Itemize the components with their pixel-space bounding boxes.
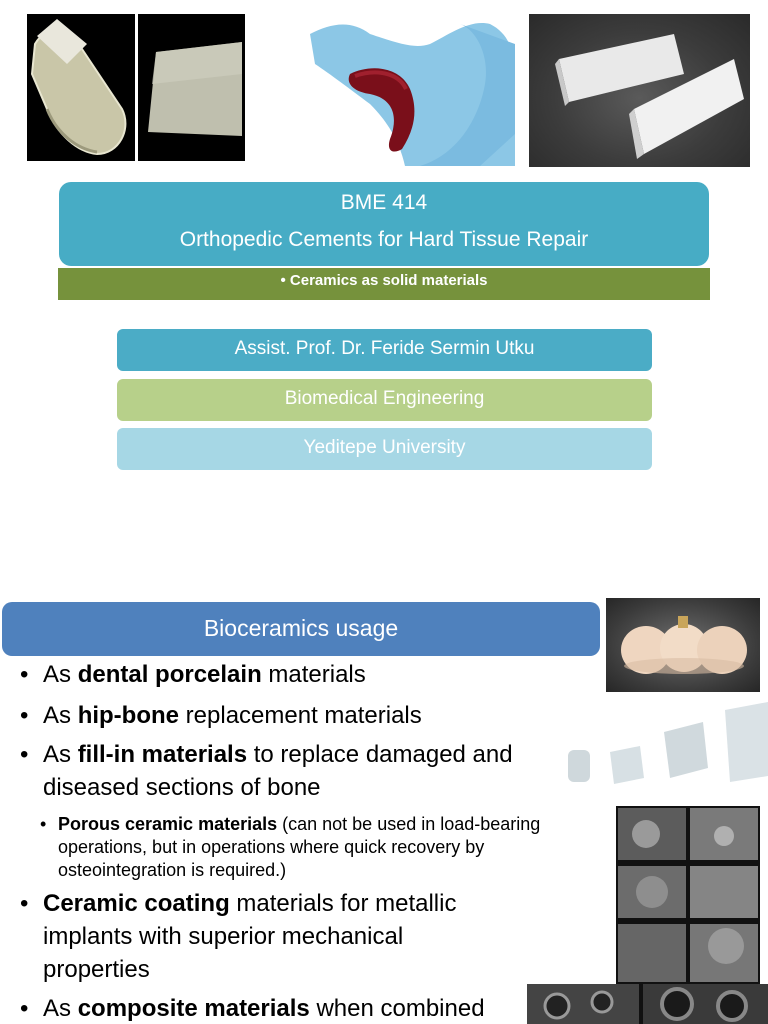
bold-term: Porous ceramic materials <box>58 814 278 834</box>
topic-bullet: • <box>280 272 286 289</box>
department-name: Biomedical Engineering <box>284 388 485 409</box>
bold-term: Ceramic coating <box>43 890 230 917</box>
slide-heading-text: Bioceramics usage <box>203 615 399 641</box>
sem-micrographs-image <box>616 806 760 986</box>
university-pill <box>117 428 652 470</box>
porous-structure-micrographs <box>527 984 768 1024</box>
gloved-hand-sample-photo <box>310 14 515 166</box>
course-title: Orthopedic Cements for Hard Tissue Repair <box>179 228 589 251</box>
ceramic-scaffold-cubes-photo <box>568 702 768 790</box>
bold-term: fill-in materials <box>77 741 248 768</box>
slide-heading <box>2 602 600 656</box>
university-name: Yeditepe University <box>303 437 466 458</box>
membrane-photo <box>27 14 245 161</box>
bold-term: composite materials <box>77 995 310 1022</box>
department-pill <box>117 379 652 421</box>
rolled-membrane-image <box>27 14 135 161</box>
bold-term: dental porcelain <box>77 661 262 688</box>
bioceramics-slide: Bioceramics usage • As dental porcelain materials • As hip-bone replacement materials • As fill-in materials to replace damaged and diseased sections of bone • Porous ceramic materials (can not be used in load-bearing operations, but in operations where quick recovery by osteointegration is required.) • Ceramic coating materials for metallic implants with superior mechanical properties • As composite materials when combined <box>0 590 768 1024</box>
author-pill <box>117 329 652 371</box>
dental-crowns-photo <box>606 598 760 692</box>
ceramic-blocks-photo <box>529 14 750 167</box>
author-name: Assist. Prof. Dr. Feride Sermin Utku <box>234 338 535 359</box>
topic-text: Ceramics as solid materials <box>289 272 488 289</box>
topic-bar <box>58 268 710 300</box>
title-box <box>59 182 709 266</box>
course-code: BME 414 <box>340 191 428 214</box>
flat-membrane-image <box>138 14 245 161</box>
bold-term: hip-bone <box>77 702 179 729</box>
